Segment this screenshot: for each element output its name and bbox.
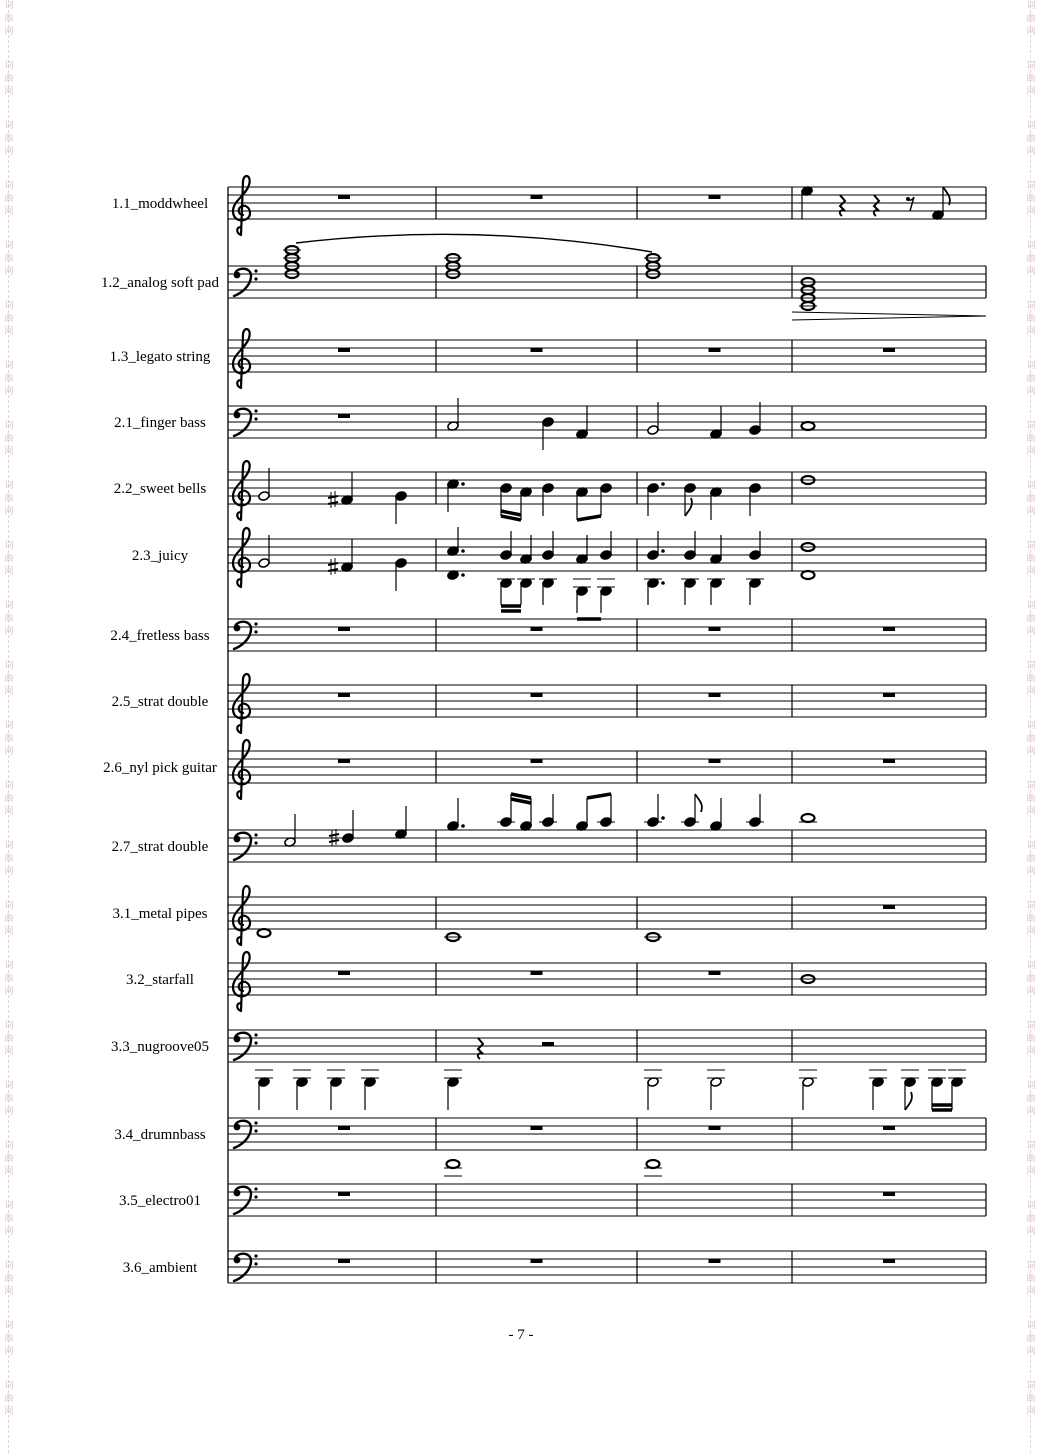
- quarter-rest-icon: [840, 195, 845, 216]
- watermark-text: 词 曲 网: [4, 421, 14, 457]
- note-head: [600, 817, 612, 828]
- whole-rest-icon: [709, 759, 721, 763]
- whole-rest-icon: [709, 971, 721, 975]
- staff-label: 2.3_juicy: [131, 548, 189, 564]
- watermark-text: 词 曲 网: [1026, 1321, 1036, 1357]
- watermark-text: 词 曲 网: [4, 121, 14, 157]
- watermark-text: 词 曲 网: [1026, 961, 1036, 997]
- note-head: [802, 571, 815, 579]
- staff-label: 2.5_strat double: [111, 694, 209, 710]
- note-head: [749, 550, 761, 561]
- watermark-text: 词 曲 网: [1026, 841, 1036, 877]
- note-head: [447, 1160, 460, 1168]
- watermark-text: 词 曲 网: [4, 1021, 14, 1057]
- watermark-left: [2, 0, 16, 1453]
- flag: [943, 187, 950, 205]
- watermark-text: 词 曲 网: [4, 181, 14, 217]
- note-head: [542, 483, 554, 494]
- whole-rest-icon: [531, 348, 543, 352]
- note-head: [647, 550, 659, 561]
- whole-rest-icon: [531, 971, 543, 975]
- beam: [511, 799, 531, 803]
- watermark-right: [1024, 0, 1038, 1453]
- staff: [228, 1118, 986, 1150]
- staff: [228, 176, 986, 235]
- beam: [587, 794, 611, 798]
- note-head: [802, 814, 815, 822]
- whole-rest-icon: [338, 627, 350, 631]
- staff-label: 3.2_starfall: [126, 972, 194, 988]
- watermark-text: 词 曲 网: [4, 61, 14, 97]
- quarter-rest-icon: [874, 195, 879, 216]
- staff-label: 2.7_strat double: [111, 839, 209, 855]
- page-number: - 7 -: [508, 1327, 534, 1343]
- watermark-text: 词 曲 网: [1026, 1021, 1036, 1057]
- watermark-text: 词 曲 网: [1026, 1381, 1036, 1417]
- note-head: [500, 817, 512, 828]
- note-head: [542, 817, 554, 828]
- notes-layer: [244, 186, 986, 1263]
- whole-rest-icon: [338, 1259, 350, 1263]
- staff-label: 2.2_sweet bells: [113, 481, 207, 497]
- whole-rest-icon: [338, 348, 350, 352]
- watermark-text: 词 曲 网: [1026, 1261, 1036, 1297]
- staff: [228, 406, 986, 438]
- watermark-text: 词 曲 网: [1026, 421, 1036, 457]
- treble-clef-icon: [233, 329, 250, 388]
- whole-rest-icon: [883, 1192, 895, 1196]
- watermark-text: 词 曲 网: [1026, 121, 1036, 157]
- staff: [228, 1251, 986, 1283]
- note-head: [395, 491, 407, 502]
- note-head: [749, 817, 761, 828]
- staff: [228, 1030, 986, 1062]
- whole-rest-icon: [531, 759, 543, 763]
- treble-clef-icon: [233, 886, 250, 945]
- watermark-text: 词 曲 网: [1026, 481, 1036, 517]
- tie: [296, 234, 652, 252]
- staff-label: 2.1_finger bass: [114, 415, 206, 431]
- whole-rest-icon: [531, 627, 543, 631]
- dot: [461, 573, 465, 577]
- watermark-text: 词 曲 网: [4, 1321, 14, 1357]
- note-head: [342, 833, 354, 844]
- watermark-text: 词 曲 网: [1026, 361, 1036, 397]
- whole-rest-icon: [531, 195, 543, 199]
- watermark-text: 词 曲 网: [1026, 601, 1036, 637]
- watermark-text: 词 曲 网: [4, 1261, 14, 1297]
- beam: [501, 511, 521, 515]
- whole-rest-icon: [883, 693, 895, 697]
- treble-clef-icon: [233, 740, 250, 799]
- watermark-text: 词 曲 网: [1026, 541, 1036, 577]
- note-head: [500, 550, 512, 561]
- watermark-text: 词 曲 网: [1026, 181, 1036, 217]
- note-head: [258, 929, 271, 937]
- note-head: [500, 483, 512, 494]
- whole-rest-icon: [338, 414, 350, 418]
- watermark-text: 词 曲 网: [1026, 61, 1036, 97]
- beam: [501, 516, 521, 520]
- whole-rest-icon: [709, 195, 721, 199]
- note-head: [647, 425, 659, 436]
- whole-rest-icon: [338, 759, 350, 763]
- watermark-text: 词 曲 网: [1026, 901, 1036, 937]
- flag: [695, 794, 702, 812]
- sharp-icon: [328, 558, 338, 575]
- dot: [461, 549, 465, 553]
- staff-label: 1.1_moddwheel: [111, 196, 209, 212]
- flag: [905, 1092, 912, 1110]
- staff: [228, 674, 986, 733]
- whole-rest-icon: [883, 348, 895, 352]
- sharp-icon: [328, 491, 338, 508]
- note-head: [647, 483, 659, 494]
- note-head: [647, 1160, 660, 1168]
- staff: [228, 329, 986, 388]
- note-head: [749, 425, 761, 436]
- whole-rest-icon: [531, 1126, 543, 1130]
- note-head: [258, 558, 270, 569]
- staff: [228, 1184, 986, 1216]
- dot: [661, 581, 665, 585]
- watermark-text: 词 曲 网: [4, 241, 14, 277]
- watermark-text: 词 曲 网: [4, 1201, 14, 1237]
- watermark-text: 词 曲 网: [4, 841, 14, 877]
- staff: [228, 952, 986, 1011]
- half-rest-icon: [542, 1042, 554, 1046]
- staff-label: 3.6_ambient: [122, 1260, 198, 1276]
- whole-rest-icon: [709, 693, 721, 697]
- note-head: [600, 483, 612, 494]
- whole-rest-icon: [338, 971, 350, 975]
- staff-label: 3.1_metal pipes: [112, 906, 208, 922]
- staff: [228, 830, 986, 862]
- whole-rest-icon: [883, 905, 895, 909]
- watermark-text: 词 曲 网: [4, 961, 14, 997]
- watermark-text: 词 曲 网: [1026, 1201, 1036, 1237]
- staff: [228, 619, 986, 651]
- watermark-text: 词 曲 网: [1026, 781, 1036, 817]
- watermark-text: 词 曲 网: [1026, 1081, 1036, 1117]
- note-head: [542, 417, 554, 428]
- staff: [228, 886, 986, 945]
- dot: [661, 482, 665, 486]
- watermark-text: 词 曲 网: [4, 481, 14, 517]
- treble-clef-icon: [233, 176, 250, 235]
- watermark-text: 词 曲 网: [1026, 721, 1036, 757]
- dot: [461, 824, 465, 828]
- beam: [511, 794, 531, 798]
- watermark-text: 词 曲 网: [4, 1141, 14, 1177]
- note-head: [600, 550, 612, 561]
- treble-clef-icon: [233, 674, 250, 733]
- watermark-text: 词 曲 网: [4, 301, 14, 337]
- note-head: [684, 483, 696, 494]
- staff: [228, 266, 986, 298]
- whole-rest-icon: [709, 348, 721, 352]
- whole-rest-icon: [531, 1259, 543, 1263]
- dot: [461, 482, 465, 486]
- dot: [661, 549, 665, 553]
- note-head: [258, 491, 270, 502]
- staff-label: 3.3_nugroove05: [111, 1039, 209, 1055]
- whole-rest-icon: [709, 1259, 721, 1263]
- staff-label: 2.6_nyl pick guitar: [103, 760, 217, 776]
- note-head: [684, 550, 696, 561]
- treble-clef-icon: [233, 952, 250, 1011]
- quarter-rest-icon: [478, 1038, 483, 1059]
- watermark-text: 词 曲 网: [4, 661, 14, 697]
- note-head: [647, 817, 659, 828]
- whole-rest-icon: [338, 195, 350, 199]
- note-head: [749, 483, 761, 494]
- whole-rest-icon: [709, 627, 721, 631]
- flag: [685, 498, 692, 516]
- whole-rest-icon: [338, 1126, 350, 1130]
- staff: [228, 740, 986, 799]
- watermark-text: 词 曲 网: [1026, 301, 1036, 337]
- whole-rest-icon: [883, 627, 895, 631]
- whole-rest-icon: [883, 1126, 895, 1130]
- watermark-text: 词 曲 网: [4, 601, 14, 637]
- watermark-text: 词 曲 网: [4, 361, 14, 397]
- watermark-text: 词 曲 网: [1026, 1, 1036, 37]
- whole-rest-icon: [338, 693, 350, 697]
- whole-rest-icon: [531, 693, 543, 697]
- watermark-text: 词 曲 网: [4, 721, 14, 757]
- watermark-text: 词 曲 网: [4, 541, 14, 577]
- treble-clef-icon: [233, 461, 250, 520]
- staff-label: 3.4_drumnbass: [114, 1127, 206, 1143]
- dot: [661, 816, 665, 820]
- decrescendo-hairpin: [792, 312, 986, 320]
- staff-label: 1.3_legato string: [109, 349, 211, 365]
- whole-rest-icon: [709, 1126, 721, 1130]
- watermark-text: 词 曲 网: [1026, 241, 1036, 277]
- watermark-text: 词 曲 网: [1026, 661, 1036, 697]
- whole-rest-icon: [883, 1259, 895, 1263]
- whole-rest-icon: [883, 759, 895, 763]
- beam: [577, 516, 601, 520]
- watermark-text: 词 曲 网: [4, 1, 14, 37]
- note-head: [542, 550, 554, 561]
- note-head: [395, 558, 407, 569]
- staff-label: 1.2_analog soft pad: [101, 275, 219, 291]
- note-head: [684, 817, 696, 828]
- watermark-text: 词 曲 网: [1026, 1141, 1036, 1177]
- watermark-text: 词 曲 网: [4, 1381, 14, 1417]
- watermark-text: 词 曲 网: [4, 1081, 14, 1117]
- note-head: [802, 422, 815, 430]
- whole-rest-icon: [338, 1192, 350, 1196]
- watermark-text: 词 曲 网: [4, 901, 14, 937]
- treble-clef-icon: [233, 528, 250, 587]
- watermark-text: 词 曲 网: [4, 781, 14, 817]
- staff-label: 3.5_electro01: [118, 1193, 202, 1209]
- staff-label: 2.4_fretless bass: [110, 628, 210, 644]
